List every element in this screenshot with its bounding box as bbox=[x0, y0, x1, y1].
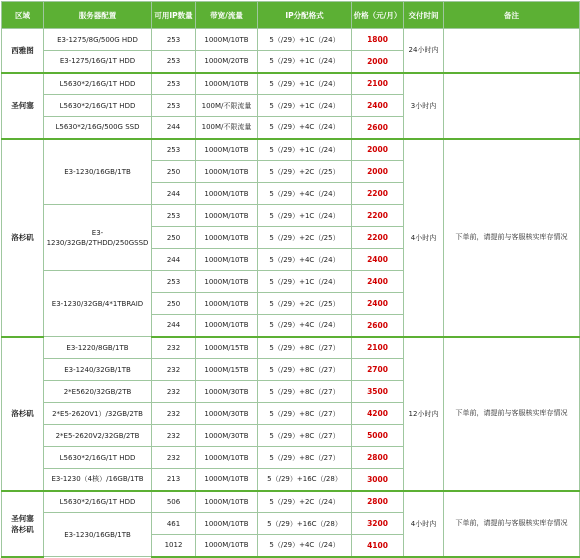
ip-alloc-cell: 5（/29）+1C（/24） bbox=[258, 95, 352, 117]
price-cell: 2400 bbox=[352, 95, 404, 117]
bandwidth-cell: 1000M/10TB bbox=[196, 271, 258, 293]
config-cell: L5630*2/16G/1T HDD bbox=[44, 73, 152, 95]
header-delivery: 交付时间 bbox=[404, 2, 444, 29]
price-cell: 4200 bbox=[352, 403, 404, 425]
price-cell: 2400 bbox=[352, 249, 404, 271]
region-cell: 洛杉矶 bbox=[2, 139, 44, 337]
ip-alloc-cell: 5（/29）+1C（/24） bbox=[258, 51, 352, 73]
ip-count-cell: 1012 bbox=[152, 535, 196, 557]
region-cell: 洛杉矶 bbox=[2, 337, 44, 491]
table-row bbox=[2, 337, 580, 359]
delivery-cell: 12小时内 bbox=[404, 337, 444, 491]
config-cell: E3-1230（4核）/16GB/1TB bbox=[44, 469, 152, 491]
ip-alloc-cell: 5（/29）+8C（/27） bbox=[258, 425, 352, 447]
ip-alloc-cell: 5（/29）+4C（/24） bbox=[258, 535, 352, 557]
config-cell: E3-1230/32GB/4*1TBRAID bbox=[44, 271, 152, 337]
ip-count-cell: 253 bbox=[152, 29, 196, 51]
price-cell: 2800 bbox=[352, 447, 404, 469]
price-cell: 2200 bbox=[352, 227, 404, 249]
ip-alloc-cell: 5（/29）+1C（/24） bbox=[258, 29, 352, 51]
bandwidth-cell: 1000M/15TB bbox=[196, 337, 258, 359]
delivery-cell: 4小时内 bbox=[404, 139, 444, 337]
ip-alloc-cell: 5（/29）+8C（/27） bbox=[258, 381, 352, 403]
price-cell: 2200 bbox=[352, 183, 404, 205]
price-cell: 2100 bbox=[352, 73, 404, 95]
ip-count-cell: 250 bbox=[152, 293, 196, 315]
table-row bbox=[2, 139, 580, 161]
bandwidth-cell: 1000M/10TB bbox=[196, 205, 258, 227]
price-cell: 2000 bbox=[352, 139, 404, 161]
price-cell: 2200 bbox=[352, 205, 404, 227]
ip-count-cell: 253 bbox=[152, 205, 196, 227]
ip-count-cell: 253 bbox=[152, 139, 196, 161]
server-pricing-table bbox=[1, 1, 580, 558]
config-cell: E3-1275/16G/1T HDD bbox=[44, 51, 152, 73]
table-body bbox=[2, 29, 580, 557]
region-cell: 圣何塞 洛杉矶 bbox=[2, 491, 44, 557]
ip-alloc-cell: 5（/29）+4C（/24） bbox=[258, 117, 352, 139]
config-cell: 2*E5620/32GB/2TB bbox=[44, 381, 152, 403]
bandwidth-cell: 1000M/10TB bbox=[196, 447, 258, 469]
config-cell: E3-1220/8GB/1TB bbox=[44, 337, 152, 359]
price-cell: 2400 bbox=[352, 293, 404, 315]
bandwidth-cell: 1000M/30TB bbox=[196, 381, 258, 403]
ip-count-cell: 506 bbox=[152, 491, 196, 513]
ip-count-cell: 232 bbox=[152, 359, 196, 381]
ip-count-cell: 213 bbox=[152, 469, 196, 491]
ip-count-cell: 250 bbox=[152, 227, 196, 249]
ip-alloc-cell: 5（/29）+4C（/24） bbox=[258, 183, 352, 205]
header-bandwidth: 带宽/流量 bbox=[196, 2, 258, 29]
ip-count-cell: 232 bbox=[152, 447, 196, 469]
delivery-cell: 4小时内 bbox=[404, 491, 444, 557]
price-cell: 2000 bbox=[352, 161, 404, 183]
bandwidth-cell: 1000M/10TB bbox=[196, 29, 258, 51]
ip-alloc-cell: 5（/29）+1C（/24） bbox=[258, 73, 352, 95]
price-cell: 5000 bbox=[352, 425, 404, 447]
bandwidth-cell: 1000M/10TB bbox=[196, 513, 258, 535]
bandwidth-cell: 1000M/10TB bbox=[196, 249, 258, 271]
price-cell: 3000 bbox=[352, 469, 404, 491]
table-header-row bbox=[2, 2, 580, 29]
ip-count-cell: 253 bbox=[152, 51, 196, 73]
ip-alloc-cell: 5（/29）+2C（/25） bbox=[258, 293, 352, 315]
price-cell: 2600 bbox=[352, 117, 404, 139]
region-cell: 圣何塞 bbox=[2, 73, 44, 139]
ip-count-cell: 232 bbox=[152, 403, 196, 425]
ip-count-cell: 232 bbox=[152, 337, 196, 359]
price-cell: 3500 bbox=[352, 381, 404, 403]
ip-alloc-cell: 5（/29）+1C（/24） bbox=[258, 271, 352, 293]
table-row bbox=[2, 73, 580, 95]
ip-count-cell: 232 bbox=[152, 425, 196, 447]
table-row bbox=[2, 29, 580, 51]
ip-alloc-cell: 5（/29）+2C（/25） bbox=[258, 161, 352, 183]
ip-alloc-cell: 5（/29）+2C（/24） bbox=[258, 491, 352, 513]
config-cell: L5630*2/16G/1T HDD bbox=[44, 95, 152, 117]
config-cell: E3-1230/16GB/1TB bbox=[44, 513, 152, 557]
price-cell: 2700 bbox=[352, 359, 404, 381]
delivery-cell: 3小时内 bbox=[404, 73, 444, 139]
bandwidth-cell: 1000M/10TB bbox=[196, 183, 258, 205]
ip-alloc-cell: 5（/29）+2C（/25） bbox=[258, 227, 352, 249]
ip-count-cell: 253 bbox=[152, 271, 196, 293]
price-cell: 2400 bbox=[352, 271, 404, 293]
config-cell: L5630*2/16G/1T HDD bbox=[44, 491, 152, 513]
ip-alloc-cell: 5（/29）+16C（/28） bbox=[258, 469, 352, 491]
config-cell: E3-1275/8G/500G HDD bbox=[44, 29, 152, 51]
ip-count-cell: 244 bbox=[152, 315, 196, 337]
ip-count-cell: 250 bbox=[152, 161, 196, 183]
ip-count-cell: 232 bbox=[152, 381, 196, 403]
ip-alloc-cell: 5（/29）+1C（/24） bbox=[258, 139, 352, 161]
ip-alloc-cell: 5（/29）+16C（/28） bbox=[258, 513, 352, 535]
ip-alloc-cell: 5（/29）+4C（/24） bbox=[258, 249, 352, 271]
delivery-cell: 24小时内 bbox=[404, 29, 444, 73]
bandwidth-cell: 1000M/10TB bbox=[196, 161, 258, 183]
price-cell: 1800 bbox=[352, 29, 404, 51]
header-region: 区域 bbox=[2, 2, 44, 29]
price-cell: 2000 bbox=[352, 51, 404, 73]
ip-count-cell: 244 bbox=[152, 183, 196, 205]
bandwidth-cell: 1000M/10TB bbox=[196, 139, 258, 161]
bandwidth-cell: 1000M/10TB bbox=[196, 535, 258, 557]
region-cell: 西雅图 bbox=[2, 29, 44, 73]
ip-alloc-cell: 5（/29）+8C（/27） bbox=[258, 403, 352, 425]
bandwidth-cell: 1000M/10TB bbox=[196, 73, 258, 95]
bandwidth-cell: 1000M/15TB bbox=[196, 359, 258, 381]
note-cell bbox=[444, 73, 580, 139]
ip-alloc-cell: 5（/29）+8C（/27） bbox=[258, 447, 352, 469]
price-cell: 2600 bbox=[352, 315, 404, 337]
header-note: 备注 bbox=[444, 2, 580, 29]
config-cell: 2*E5-2620V2/32GB/2TB bbox=[44, 425, 152, 447]
bandwidth-cell: 100M/不限流量 bbox=[196, 95, 258, 117]
note-cell: 下单前，请提前与客服核实库存情况 bbox=[444, 139, 580, 337]
ip-count-cell: 253 bbox=[152, 95, 196, 117]
header-ip-alloc: IP分配格式 bbox=[258, 2, 352, 29]
header-config: 服务器配置 bbox=[44, 2, 152, 29]
bandwidth-cell: 1000M/10TB bbox=[196, 227, 258, 249]
bandwidth-cell: 100M/不限流量 bbox=[196, 117, 258, 139]
bandwidth-cell: 1000M/20TB bbox=[196, 51, 258, 73]
table-row bbox=[2, 491, 580, 513]
bandwidth-cell: 1000M/30TB bbox=[196, 403, 258, 425]
config-cell: L5630*2/16G/500G SSD bbox=[44, 117, 152, 139]
header-ip-count: 可用IP数量 bbox=[152, 2, 196, 29]
config-cell: E3-1230/16GB/1TB bbox=[44, 139, 152, 205]
price-cell: 2100 bbox=[352, 337, 404, 359]
ip-count-cell: 244 bbox=[152, 249, 196, 271]
note-cell bbox=[444, 29, 580, 73]
price-cell: 3200 bbox=[352, 513, 404, 535]
ip-count-cell: 244 bbox=[152, 117, 196, 139]
bandwidth-cell: 1000M/10TB bbox=[196, 293, 258, 315]
bandwidth-cell: 1000M/10TB bbox=[196, 469, 258, 491]
ip-alloc-cell: 5（/29）+1C（/24） bbox=[258, 205, 352, 227]
bandwidth-cell: 1000M/10TB bbox=[196, 315, 258, 337]
ip-alloc-cell: 5（/29）+4C（/24） bbox=[258, 315, 352, 337]
price-cell: 2800 bbox=[352, 491, 404, 513]
price-cell: 4100 bbox=[352, 535, 404, 557]
ip-alloc-cell: 5（/29）+8C（/27） bbox=[258, 337, 352, 359]
config-cell: E3-1240/32GB/1TB bbox=[44, 359, 152, 381]
ip-count-cell: 461 bbox=[152, 513, 196, 535]
config-cell: L5630*2/16G/1T HDD bbox=[44, 447, 152, 469]
ip-alloc-cell: 5（/29）+8C（/27） bbox=[258, 359, 352, 381]
bandwidth-cell: 1000M/10TB bbox=[196, 491, 258, 513]
note-cell: 下单前，请提前与客服核实库存情况 bbox=[444, 491, 580, 557]
config-cell: E3-1230/32GB/2THDD/250GSSD bbox=[44, 205, 152, 271]
ip-count-cell: 253 bbox=[152, 73, 196, 95]
header-price: 价格（元/月） bbox=[352, 2, 404, 29]
note-cell: 下单前，请提前与客服核实库存情况 bbox=[444, 337, 580, 491]
bandwidth-cell: 1000M/30TB bbox=[196, 425, 258, 447]
config-cell: 2*E5-2620V1）/32GB/2TB bbox=[44, 403, 152, 425]
